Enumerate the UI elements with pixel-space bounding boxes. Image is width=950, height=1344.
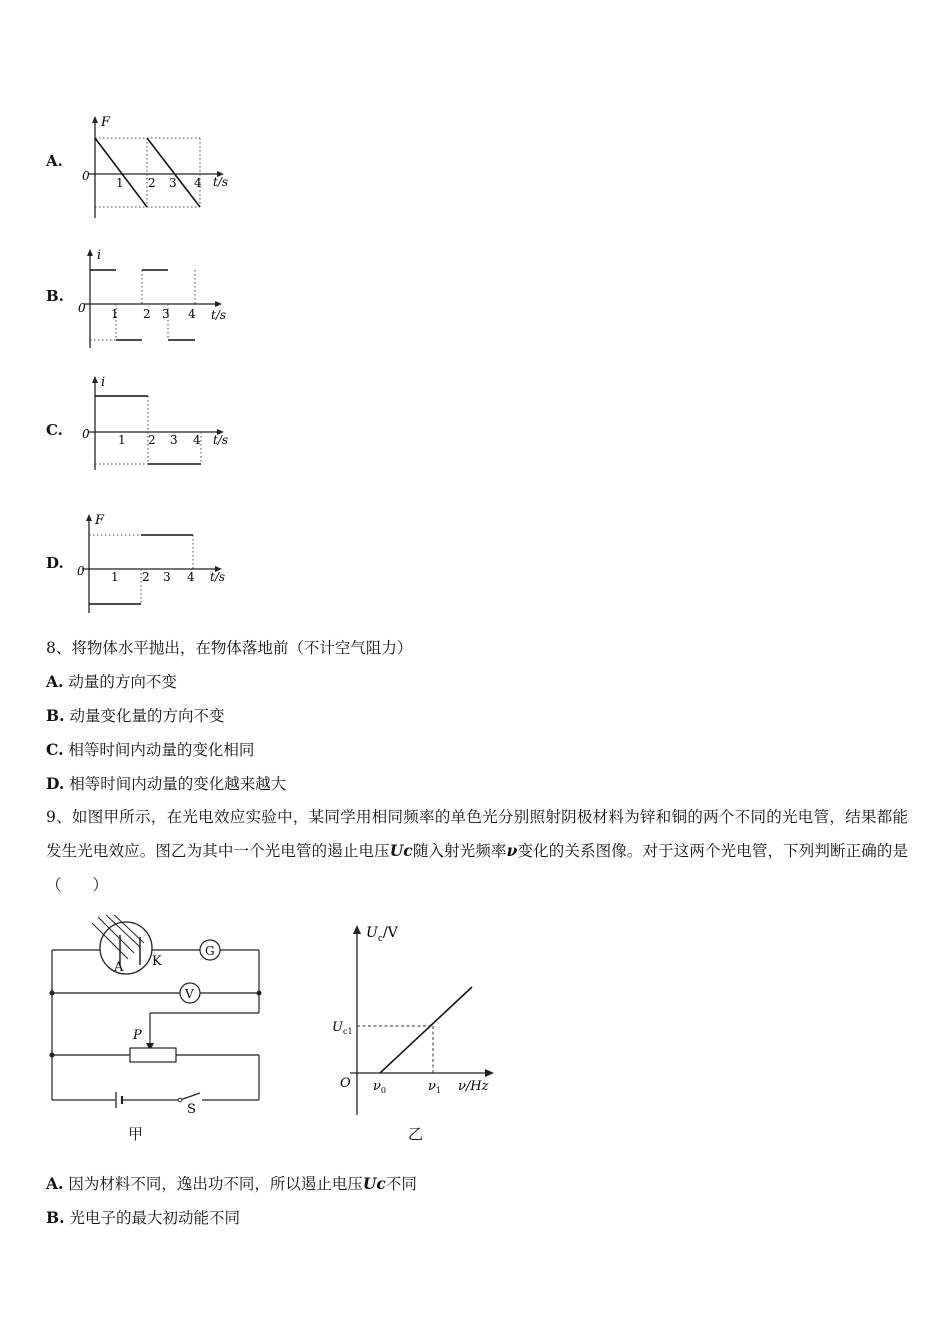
light-ray — [110, 915, 144, 943]
option-text: 动量的方向不变 — [68, 673, 177, 691]
y-axis-label: F — [95, 513, 105, 528]
x-axis-arrow — [215, 301, 222, 307]
option-d-graph — [70, 508, 250, 620]
phototube — [100, 922, 152, 974]
x-axis-label: t/s — [213, 433, 229, 447]
origin-label: O — [340, 1076, 351, 1091]
graph-line — [380, 987, 472, 1073]
y-axis-label: i — [97, 248, 102, 263]
option-letter: B. — [46, 1208, 65, 1227]
option-d-label[interactable]: D. — [46, 554, 64, 572]
y-axis-label: F — [101, 115, 111, 130]
graph-line — [147, 138, 200, 207]
option-c-label[interactable]: C. — [46, 421, 63, 439]
q9-option-a[interactable]: A. 因为材料不同，逸出功不同，所以遏止电压Uc不同 — [46, 1174, 417, 1193]
origin-label: 0 — [77, 564, 85, 578]
q8-option-d[interactable] — [46, 774, 286, 794]
option-letter: B. — [46, 706, 65, 725]
y-axis-arrow — [92, 116, 98, 123]
origin-label: 0 — [82, 427, 90, 441]
graph-line — [95, 138, 147, 207]
option-letter: C. — [46, 740, 64, 759]
nu1-label: $\nu_1$ — [428, 1079, 441, 1095]
tick-label: 3 — [170, 433, 178, 447]
x-axis-label: t/s — [213, 175, 229, 189]
x-axis-label: t/s — [210, 570, 226, 584]
tick-label: 3 — [163, 570, 171, 584]
y-axis-arrow — [86, 514, 92, 521]
tick-label: 2 — [142, 570, 150, 584]
option-c-graph — [70, 372, 250, 477]
figure-a-caption: 甲 — [128, 1125, 144, 1143]
slider-label: P — [133, 1028, 142, 1043]
option-letter: A. — [46, 1174, 64, 1193]
option-text: 相等时间内动量的变化越来越大 — [69, 775, 287, 793]
uc-symbol: Uc — [362, 1174, 386, 1193]
uc1-label: $U_{c1}$ — [332, 1020, 353, 1036]
option-letter: A. — [46, 672, 64, 691]
nu0-label: $\nu_0$ — [373, 1079, 386, 1095]
y-axis-arrow — [87, 249, 93, 256]
anode-label: A — [114, 960, 124, 975]
figure-b-caption: 乙 — [408, 1125, 424, 1143]
tick-label: 4 — [187, 570, 195, 584]
y-axis-label: i — [101, 375, 106, 390]
tick-label: 2 — [148, 176, 156, 190]
rheostat — [130, 1048, 176, 1062]
q8-option-c[interactable] — [46, 740, 254, 760]
nu-symbol: ν — [506, 841, 518, 860]
tick-label: 4 — [193, 433, 201, 447]
option-text: 动量变化量的方向不变 — [69, 707, 225, 725]
option-b-label[interactable]: B. — [46, 287, 64, 305]
uc-symbol: Uc — [389, 841, 413, 860]
q8-option-a[interactable] — [46, 672, 177, 692]
figure-circuit — [40, 915, 280, 1119]
tick-label: 1 — [118, 433, 126, 447]
tick-label: 3 — [169, 176, 177, 190]
tick-label: 1 — [111, 307, 119, 321]
option-b-graph — [70, 245, 250, 355]
tick-label: 1 — [116, 176, 124, 190]
y-axis-label: $U_c/V$ — [366, 925, 398, 944]
option-a-graph — [70, 110, 250, 225]
tick-label: 4 — [194, 176, 202, 190]
x-axis-arrow — [485, 1069, 494, 1077]
q9-option-b[interactable] — [46, 1208, 240, 1228]
light-ray — [104, 915, 140, 947]
tick-label: 1 — [111, 570, 119, 584]
tick-label: 4 — [188, 307, 196, 321]
option-letter: D. — [46, 774, 65, 793]
y-axis-arrow — [353, 925, 361, 934]
cathode-label: K — [152, 954, 162, 969]
voltmeter-label: V — [185, 987, 194, 1001]
origin-label: 0 — [78, 301, 86, 315]
figure-uc-graph — [320, 915, 520, 1124]
q9-stem: 9、如图甲所示，在光电效应实验中，某同学用相同频率的单色光分别照射阴极材料为锌和铜的两个不同的光电管，结果都能发生光电效应。图乙为其中一个光电管的遏止电压Uc随入射光频率ν变化的关系图像。对于这两个光电管，下列判断正确的是（ ） — [46, 808, 908, 894]
option-text: 相等时间内动量的变化相同 — [68, 741, 255, 759]
x-axis-label: ν/Hz — [458, 1079, 489, 1094]
q8-option-b[interactable] — [46, 706, 224, 726]
tick-label: 2 — [143, 307, 151, 321]
q8-stem: 8、将物体水平抛出，在物体落地前（不计空气阻力） — [46, 639, 413, 657]
origin-label: 0 — [82, 169, 90, 183]
option-text: 光电子的最大初动能不同 — [69, 1209, 240, 1227]
switch-label: S — [187, 1102, 196, 1115]
option-a-label[interactable]: A. — [46, 152, 63, 170]
tick-label: 2 — [148, 433, 156, 447]
galvanometer-label: G — [205, 944, 215, 958]
switch — [180, 1093, 200, 1100]
y-axis-arrow — [92, 376, 98, 383]
tick-label: 3 — [162, 307, 170, 321]
x-axis-label: t/s — [211, 308, 227, 322]
